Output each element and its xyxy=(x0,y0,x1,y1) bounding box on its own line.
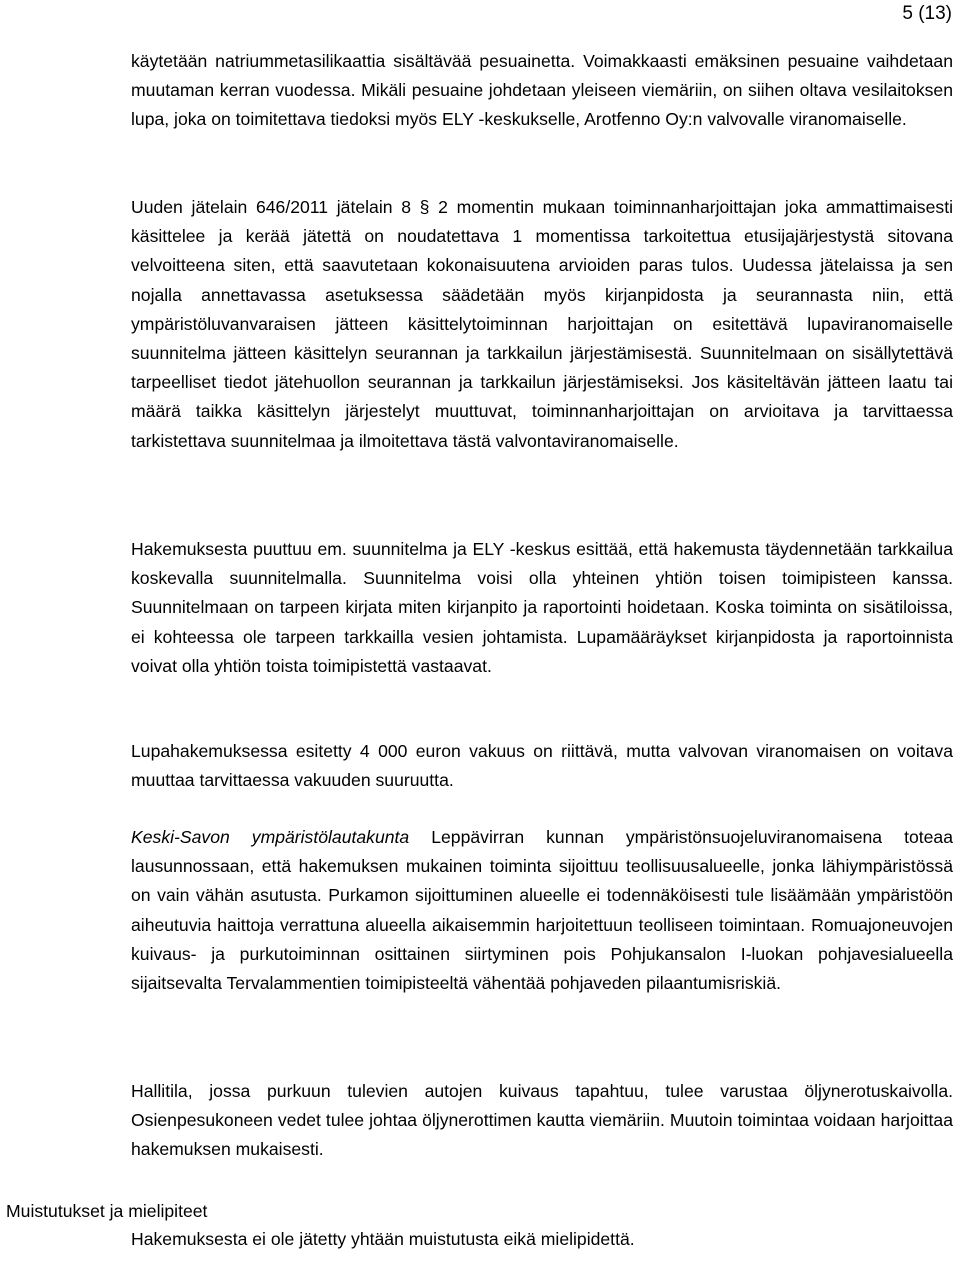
paragraph-environment-board xyxy=(131,823,953,998)
paragraph-security-deposit: Lupahakemuksessa esitetty 4 000 euron vakuus on riittävä, mutta valvovan viranomaisen on voitava muuttaa tarvittaessa vakuuden suuruutta. xyxy=(131,741,953,791)
page-number: 5 (13) xyxy=(902,3,952,24)
paragraph-wash-detergent: käytetään natriummetasilikaattia sisältävää pesuainetta. Voimakkaasti emäksinen pesuaine vaihdetaan muutaman kerran vuodessa. Mikäli pesuaine johdetaan yleiseen viemäriin, on siihen oltava vesilaitoksen lupa, joka on toimitettava tiedoksi myös ELY -keskukselle, Arotfenno Oy:n valvovalle viranomaiselle. xyxy=(131,51,953,130)
side-heading-objections: Muistutukset ja mielipiteet xyxy=(6,1201,208,1221)
environment-board-statement: Leppävirran kunnan ympäristönsuojeluviranomaisena toteaa lausunnossaan, että hakemuksen mukainen toiminta sijoittuu teollisuusalueelle, jonka lähiympäristössä on vain vähän asutusta. Purkamon sijoittuminen alueelle ei todennäköisesti tule lisäämään ympäristöön aiheutuvia haittoja verrattuna alueella aikaisemmin harjoitettuun teolliseen toimintaan. Romuajoneuvojen kuivaus- ja purkutoiminnan osittainen siirtyminen pois Pohjukansalon I-luokan pohjavesialueella sijaitsevalta Tervalammentien toimipisteeltä vähentää pohjaveden pilaantumisriskiä. xyxy=(131,827,953,994)
paragraph-no-objections: Hakemuksesta ei ole jätetty yhtään muistutusta eikä mielipidettä. xyxy=(131,1229,635,1249)
paragraph-hall-drainage: Hallitila, jossa purkuun tulevien autojen kuivaus tapahtuu, tulee varustaa öljynerotuskaivolla. Osienpesukoneen vedet tulee johtaa öljynerottimen kautta viemäriin. Muutoin toimintaa voidaan harjoittaa hakemuksen mukaisesti. xyxy=(131,1081,953,1160)
paragraph-waste-law: Uuden jätelain 646/2011 jätelain 8 § 2 momentin mukaan toiminnanharjoittajan joka ammattimaisesti käsittelee ja kerää jätettä on noudatettava 1 momentissa tarkoitettua etusijajärjestystä sitovana velvoitteena siten, että saavutetaan kokonaisuutena arvioiden paras tulos. Uudessa jätelaissa ja sen nojalla annettavassa asetuksessa säädetään myös kirjanpidosta ja seurannasta niin, että ympäristöluvanvaraisen jätteen käsittelytoiminnan harjoittajan on esitettävä lupaviranomaiselle suunnitelma jätteen käsittelyn seurannan ja tarkkailun järjestämisestä. Suunnitelmaan on sisällytettävä tarpeelliset tiedot jätehuollon seurannan ja tarkkailun järjestämiseksi. Jos käsiteltävän jätteen laatu tai määrä taikka käsittelyn järjestelyt muuttuvat, toiminnanharjoittajan on arvioitava ja tarvittaessa tarkistettava suunnitelmaa ja ilmoitettava tästä valvontaviranomaiselle. xyxy=(131,197,953,451)
environment-board-name: Keski-Savon ympäristölautakunta xyxy=(131,827,410,847)
paragraph-missing-plan: Hakemuksesta puuttuu em. suunnitelma ja ELY -keskus esittää, että hakemusta täydennetään tarkkailua koskevalla suunnitelmalla. Suunnitelma voisi olla yhteinen yhtiön toisen toimipisteen kanssa. Suunnitelmaan on tarpeen kirjata miten kirjanpito ja raportointi hoidetaan. Koska toiminta on sisätiloissa, ei kohteessa ole tarpeen tarkkailla vesien johtamista. Lupamääräykset kirjanpidosta ja raportoinnista voivat olla yhtiön toista toimipistettä vastaavat. xyxy=(131,539,953,676)
